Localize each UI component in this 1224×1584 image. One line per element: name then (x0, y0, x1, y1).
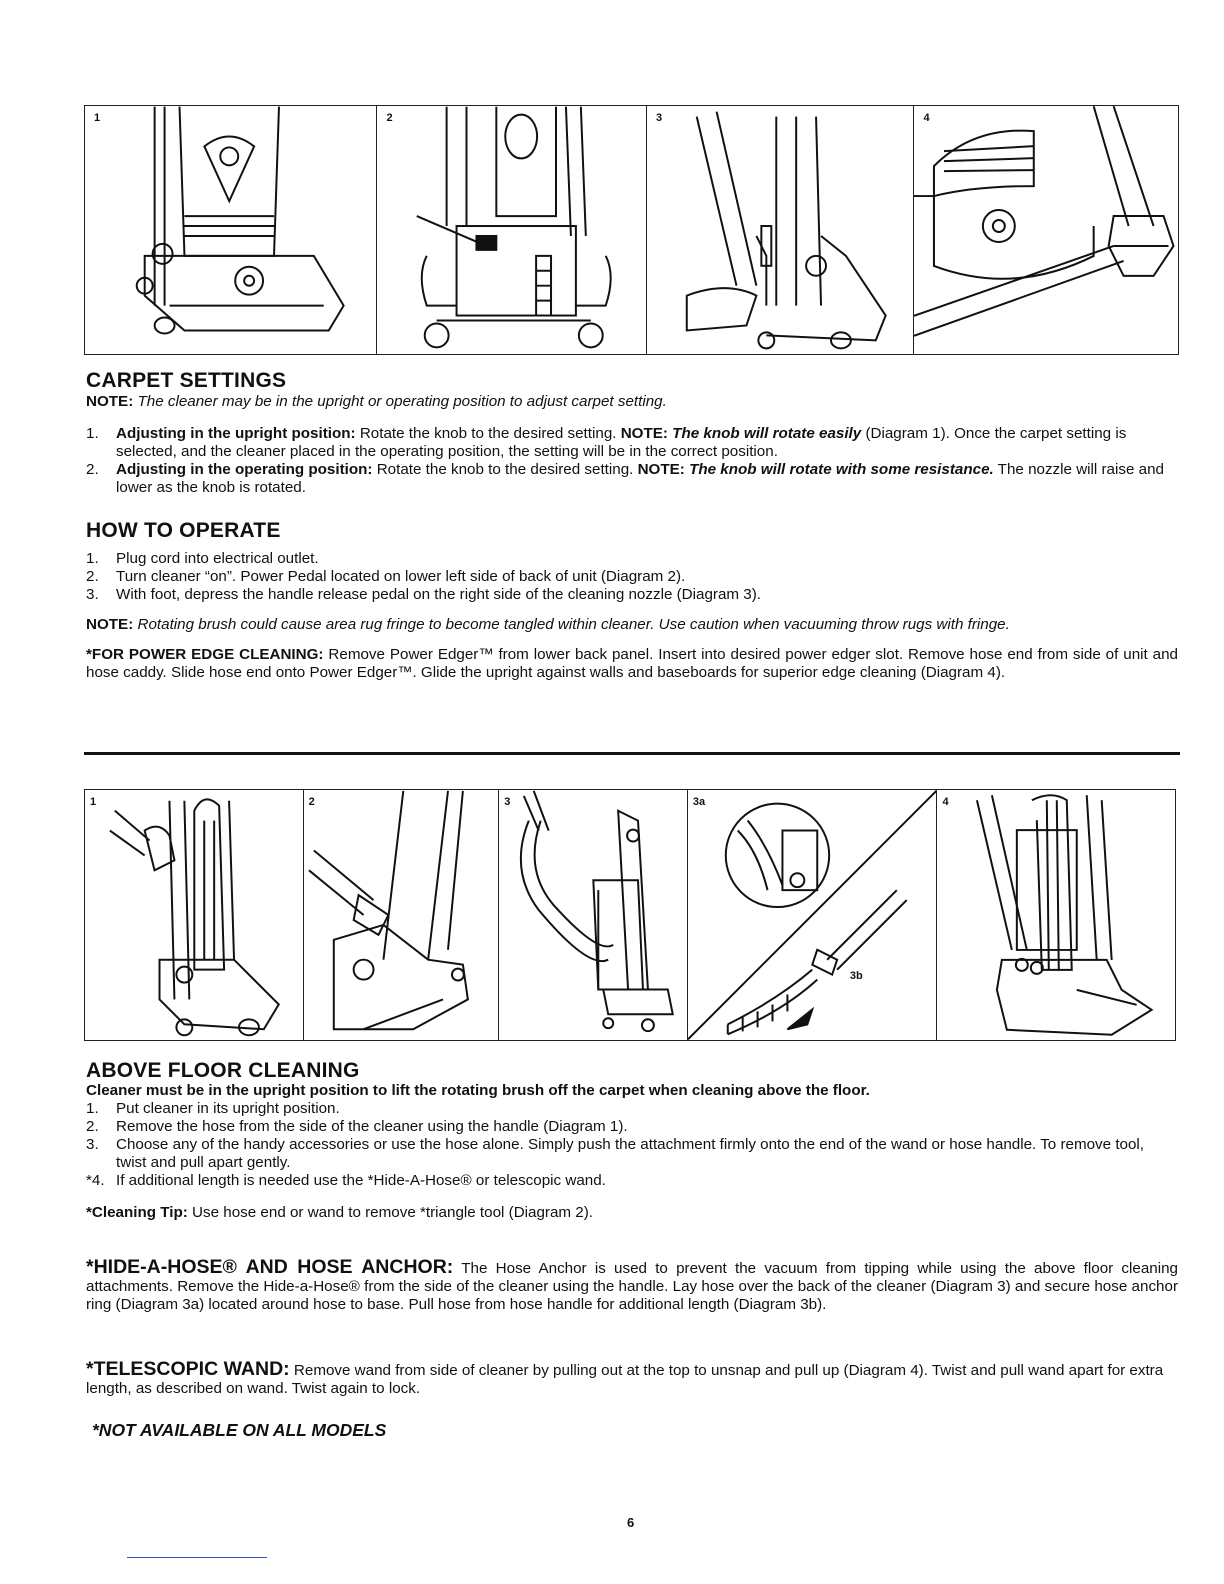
diagram-power-edger (914, 106, 1178, 354)
diagram-label: 3a (692, 796, 706, 808)
above-floor-section (86, 1059, 1178, 1222)
step-text: Plug cord into electrical outlet. (116, 550, 319, 567)
step-number: 1. (86, 425, 99, 442)
list-item (86, 1136, 1178, 1172)
bottom-diagram-row (84, 789, 1176, 1041)
list-item (86, 586, 1178, 604)
above-floor-warning: Cleaner must be in the upright position to lift the rotating brush off the carpet when cleaning above the floor. (86, 1082, 870, 1099)
diagram-label: 1 (90, 796, 97, 808)
step-text: With foot, depress the handle release pedal on the right side of the cleaning nozzle (Diagram 3). (116, 586, 762, 603)
telescopic-wand-heading: *TELESCOPIC WAND: (86, 1358, 290, 1380)
list-item (86, 1172, 1178, 1190)
vacuum-front-illustration (85, 106, 376, 354)
diagram-release-pedal (647, 106, 915, 354)
telescopic-wand-illustration (937, 790, 1175, 1040)
step-text: If additional length is needed use the *Hide-A-Hose® or telescopic wand. (116, 1172, 606, 1189)
step-number: 3. (86, 1136, 99, 1153)
step-text: Rotate the knob to the desired setting. (372, 461, 638, 478)
diagram-label: 2 (308, 796, 315, 808)
power-edge-paragraph (86, 646, 1178, 682)
step-number: *4. (86, 1172, 105, 1189)
power-edge-label: *FOR POWER EDGE CLEANING: (86, 646, 324, 663)
note-label: NOTE: (86, 616, 134, 633)
telescopic-wand-section (86, 1360, 1178, 1398)
list-item (86, 568, 1178, 586)
diagram-remove-hose (85, 790, 304, 1040)
above-floor-steps-list (86, 1100, 1178, 1190)
list-item (86, 1100, 1178, 1118)
step-lead: Adjusting in the upright position: (116, 425, 356, 442)
triangle-tool-illustration (304, 790, 499, 1040)
step-text: Remove the hose from the side of the cleaner using the handle (Diagram 1). (116, 1118, 628, 1135)
step-text: Turn cleaner “on”. Power Pedal located on lower left side of back of unit (Diagram 2). (116, 568, 686, 585)
carpet-settings-heading: CARPET SETTINGS (86, 369, 287, 392)
power-edge-text: Remove Power Edger™ from lower back panel. Insert into desired power edger slot. Remove hose end from side of unit and hose caddy. Slide hose end onto Power Edger™. Glide the upright against walls and baseboards for superior edge cleaning (Diagram 4). (86, 646, 1178, 681)
hose-removal-illustration (85, 790, 303, 1040)
hide-a-hose-heading: *HIDE-A-HOSE® AND HOSE ANCHOR: (86, 1256, 454, 1278)
diagram-label: 3 (504, 796, 511, 808)
operate-note (86, 616, 1178, 634)
step-number: 1. (86, 1100, 99, 1117)
tip-label: *Cleaning Tip: (86, 1204, 188, 1221)
diagram-triangle-tool (304, 790, 500, 1040)
above-floor-heading: ABOVE FLOOR CLEANING (86, 1059, 360, 1082)
step-lead: Adjusting in the operating position: (116, 461, 373, 478)
step-number: 3. (86, 586, 99, 603)
diagram-telescopic-wand (937, 790, 1175, 1040)
diagram-sublabel: 3b (849, 970, 863, 982)
how-to-operate-heading: HOW TO OPERATE (86, 519, 281, 542)
carpet-steps-list (86, 425, 1178, 497)
tip-text: Use hose end or wand to remove *triangle tool (Diagram 2). (187, 1204, 594, 1221)
step-number: 2. (86, 1118, 99, 1135)
carpet-settings-section (86, 369, 1178, 497)
bottom-rule (127, 1557, 267, 1558)
step-emphasis: The knob will rotate with some resistance. (684, 461, 994, 478)
step-text: Choose any of the handy accessories or use the hose alone. Simply push the attachment firmly onto the end of the wand or hose handle. To remove tool, twist and pull apart gently. (116, 1136, 1145, 1171)
step-text: Put cleaner in its upright position. (116, 1100, 340, 1117)
list-item (86, 550, 1178, 568)
power-edger-illustration (914, 106, 1178, 354)
step-note-label: NOTE: (637, 461, 685, 478)
step-number: 2. (86, 568, 99, 585)
diagram-label: 2 (386, 112, 393, 124)
vacuum-pedal-illustration (647, 106, 914, 354)
diagram-label: 4 (923, 112, 930, 124)
note-text: Rotating brush could cause area rug fringe to become tangled within cleaner. Use caution when vacuuming throw rugs with fringe. (137, 616, 1010, 633)
hide-a-hose-section (86, 1258, 1178, 1314)
diagram-hose-anchor (688, 790, 938, 1040)
hose-anchor-illustration (688, 790, 937, 1040)
telescopic-wand-text: Remove wand from side of cleaner by pulling out at the top to unsnap and pull up (Diagram 4). Twist and pull wand apart for extra length, as described on wand. Twist again to lock. (86, 1362, 1164, 1397)
diagram-hose-over-back (499, 790, 688, 1040)
note-label: NOTE: (86, 393, 134, 410)
list-item (86, 425, 1178, 461)
list-item (86, 1118, 1178, 1136)
diagram-label: 4 (942, 796, 949, 808)
step-emphasis: The knob will rotate easily (667, 425, 862, 442)
hose-over-back-illustration (499, 790, 687, 1040)
operate-steps-list (86, 550, 1178, 604)
diagram-upright-knob (85, 106, 377, 354)
note-text: The cleaner may be in the upright or operating position to adjust carpet setting. (137, 393, 667, 410)
cleaning-tip (86, 1204, 1178, 1222)
step-note-label: NOTE: (620, 425, 668, 442)
list-item (86, 461, 1178, 497)
availability-note: *NOT AVAILABLE ON ALL MODELS (92, 1420, 387, 1440)
step-text-cont: (Diagram 1). Once the carpet setting is selected, and the cleaner placed in the operating position, the setting will be in the correct position. (116, 425, 1127, 460)
diagram-label: 3 (655, 112, 663, 124)
diagram-label: 1 (94, 112, 101, 124)
hide-a-hose-text: The Hose Anchor is used to prevent the vacuum from tipping while using the above floor cleaning attachments. Remove the Hide-a-Hose® from the side of the cleaner using the handle. Lay hose over the back of the cleaner (Diagram 3) and secure hose anchor ring (Diagram 3a) located around hose to base. Pull hose from hose handle for additional length (Diagram 3b). (86, 1260, 1178, 1313)
diagram-power-pedal (377, 106, 647, 354)
step-text-cont: The nozzle will raise and lower as the knob is rotated. (116, 461, 1164, 496)
section-divider (84, 752, 1180, 755)
carpet-note (86, 393, 1178, 411)
step-text: Rotate the knob to the desired setting. (355, 425, 621, 442)
step-number: 2. (86, 461, 99, 478)
how-to-operate-section (86, 519, 1178, 682)
step-number: 1. (86, 550, 99, 567)
top-diagram-row (84, 105, 1179, 355)
page-number: 6 (627, 1515, 635, 1530)
vacuum-back-illustration (377, 106, 646, 354)
